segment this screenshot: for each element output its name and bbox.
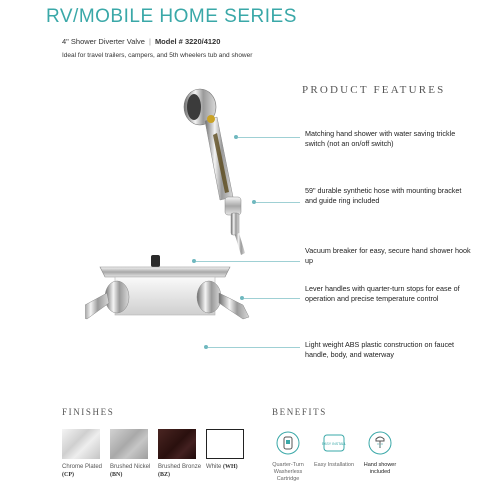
finish-name: Chrome Plated xyxy=(62,464,103,470)
easy-install-icon xyxy=(322,431,346,455)
swatch-white-label xyxy=(206,463,256,471)
swatch-white xyxy=(206,429,244,459)
feature-5-leader-line xyxy=(208,347,300,348)
feature-1-text: Matching hand shower with water saving trickle switch (not an on/off switch) xyxy=(305,129,456,148)
swatch-brushed-bronze xyxy=(158,429,196,459)
cartridge-icon xyxy=(276,431,300,455)
product-tagline: Ideal for travel trailers, campers, and 5th wheelers tub and shower xyxy=(62,52,253,59)
feature-2-text: 59" durable synthetic hose with mounting bracket and guide ring included xyxy=(305,186,462,205)
swatch-brushed-nickel-label xyxy=(110,463,154,479)
feature-1-leader-line xyxy=(238,137,300,138)
finish-code: (BN) xyxy=(110,472,123,478)
feature-4-text: Lever handles with quarter-turn stops for ease of operation and precise temperature control xyxy=(305,284,460,303)
benefits-heading: BENEFITS xyxy=(272,407,327,417)
product-image xyxy=(85,85,285,385)
feature-4-leader-line xyxy=(244,298,300,299)
swatch-brushed-bronze-label xyxy=(158,463,202,479)
page-title: RV/MOBILE HOME SERIES xyxy=(46,6,297,27)
subtitle-separator: | xyxy=(148,37,151,46)
model-number: Model # 3220/4120 xyxy=(154,37,221,46)
finish-name: Brushed Nickel xyxy=(110,464,151,470)
product-subtitle xyxy=(62,37,220,46)
swatch-brushed-nickel xyxy=(110,429,148,459)
swatch-chrome xyxy=(62,429,100,459)
feature-3-leader-line xyxy=(196,261,300,262)
finish-name: Brushed Bronze xyxy=(158,464,202,470)
finish-code: (CP) xyxy=(62,472,74,478)
feature-5-text: Light weight ABS plastic construction on faucet handle, body, and waterway xyxy=(305,340,455,359)
product-features-heading: PRODUCT FEATURES xyxy=(302,84,446,96)
benefit-label-easy-install: Easy Installation xyxy=(313,462,355,468)
feature-2-leader-line xyxy=(256,202,300,203)
benefit-label-cartridge: Quarter-Turn Washerless Cartridge xyxy=(272,462,304,482)
hand-shower-icon xyxy=(368,431,392,455)
swatch-chrome-label xyxy=(62,463,106,479)
easy-install-badge-text: EASY INSTALL xyxy=(322,442,346,446)
faucet-graphic xyxy=(85,255,249,319)
finish-code: (WH) xyxy=(223,464,238,470)
hand-shower-graphic xyxy=(184,89,245,255)
feature-3-text: Vacuum breaker for easy, secure hand shower hook up xyxy=(305,246,471,265)
finish-name: White xyxy=(206,464,222,470)
product-name: 4" Shower Diverter Valve xyxy=(62,37,145,46)
benefit-label-hand-shower: Hand shower included xyxy=(363,462,397,475)
finish-code: (BZ) xyxy=(158,472,170,478)
finishes-heading: FINISHES xyxy=(62,407,115,417)
